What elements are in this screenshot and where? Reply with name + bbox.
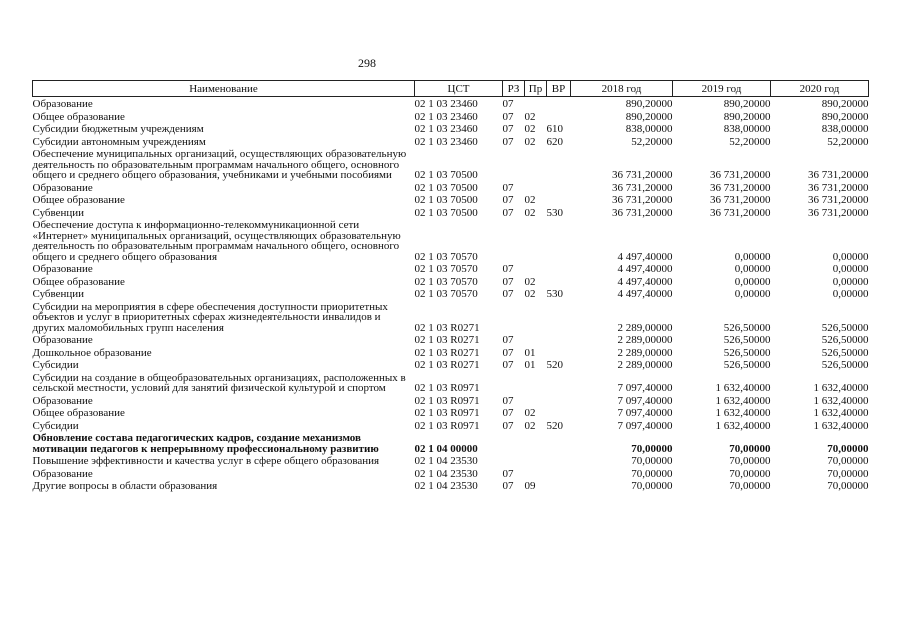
row-2020-cell: 526,50000: [821, 359, 869, 371]
row-2020-cell: 526,50000: [821, 321, 869, 334]
table-row: [33, 181, 869, 194]
row-2018-cell: 4 497,40000: [617, 250, 673, 263]
row-2020-cell: 1 632,40000: [813, 382, 869, 394]
row-2019-cell: 526,50000: [723, 359, 771, 371]
row-name-cell: Образование: [32, 98, 93, 110]
column-header-pr: Пр: [525, 81, 547, 97]
table-row: [33, 431, 869, 454]
column-header-cst: ЦСТ: [415, 81, 503, 97]
column-header-2018: 2018 год: [571, 81, 673, 97]
row-pr-cell: 02: [524, 206, 536, 219]
row-name-cell: Образование: [32, 263, 93, 275]
row-vr-cell: [547, 454, 571, 467]
table-row: [33, 454, 869, 467]
row-2019-cell: 1 632,40000: [715, 407, 771, 419]
row-name-cell: Образование: [32, 334, 93, 346]
row-rz-cell: 07: [502, 480, 514, 492]
row-2019-cell: 0,00000: [734, 275, 771, 288]
row-vr-cell: [547, 346, 571, 359]
row-cst-cell: 02 1 03 70570: [414, 250, 478, 263]
row-name-cell: Образование: [32, 467, 93, 480]
page-number: 298: [358, 56, 376, 70]
row-name-cell: Общее образование: [32, 275, 125, 288]
table-row: [33, 406, 869, 419]
row-cst-cell: 02 1 03 70570: [414, 263, 478, 275]
row-2019-cell: 0,00000: [734, 263, 771, 275]
row-2018-cell: 7 097,40000: [617, 407, 673, 419]
row-name-cell: Субсидии: [32, 419, 79, 432]
row-2018-cell: 36 731,20000: [612, 169, 673, 181]
row-pr-cell: [525, 262, 547, 275]
row-vr-cell: [547, 333, 571, 346]
table-row: [33, 97, 869, 110]
table-row: [33, 218, 869, 262]
row-2018-cell: 70,00000: [631, 442, 673, 455]
table-header-row: [33, 81, 869, 97]
row-2019-cell: 52,20000: [729, 135, 771, 148]
row-2019-cell: 36 731,20000: [710, 169, 771, 181]
row-name-cell: Общее образование: [32, 194, 125, 206]
row-rz-cell: 07: [502, 288, 514, 300]
row-2020-cell: 1 632,40000: [813, 407, 869, 419]
row-2020-cell: 1 632,40000: [813, 394, 869, 407]
row-name-cell: Обновление состава педагогических кадров, создание механизмов мотивации педагогов к непрерывному профессиональному развитию: [32, 432, 379, 455]
row-vr-cell: [547, 147, 571, 181]
row-rz-cell: 07: [502, 135, 514, 148]
row-2018-cell: 70,00000: [631, 455, 673, 467]
row-2020-cell: 70,00000: [827, 480, 869, 492]
row-vr-cell: 530: [546, 206, 563, 219]
row-2020-cell: 36 731,20000: [808, 169, 869, 181]
row-2020-cell: 0,00000: [832, 288, 869, 300]
row-2018-cell: 36 731,20000: [612, 194, 673, 206]
row-2018-cell: 4 497,40000: [617, 288, 673, 300]
row-name-cell: Субсидии на мероприятия в сфере обеспечения доступности приоритетных объектов и услуг в приоритетных сферах жизнедеятельности инвалидов и других маломобильных групп населения: [32, 300, 388, 334]
row-name-cell: Субсидии на создание в общеобразовательных организациях, расположенных в сельской местности, условий для занятий физической культурой и спортом: [32, 371, 406, 394]
row-name-cell: Образование: [32, 181, 93, 194]
row-cst-cell: 02 1 03 R0971: [414, 419, 480, 432]
row-cst-cell: 02 1 03 R0271: [414, 346, 480, 359]
row-2020-cell: 52,20000: [827, 135, 869, 148]
row-2019-cell: 526,50000: [723, 321, 771, 334]
row-2018-cell: 4 497,40000: [617, 275, 673, 288]
row-vr-cell: [547, 431, 571, 454]
row-pr-cell: 02: [524, 407, 536, 419]
row-2019-cell: 36 731,20000: [710, 194, 771, 206]
row-2018-cell: 36 731,20000: [612, 206, 673, 219]
row-2019-cell: 70,00000: [729, 480, 771, 492]
row-pr-cell: [525, 394, 547, 407]
row-name-cell: Обеспечение муниципальных организаций, осуществляющих образовательную деятельность по образовательным программам начального общего, основного общего и среднего общего образования, учебниками и учебными пособиями: [32, 148, 407, 181]
row-rz-cell: 07: [502, 394, 514, 407]
row-vr-cell: 610: [546, 123, 563, 135]
row-vr-cell: [547, 218, 571, 262]
row-2020-cell: 70,00000: [827, 455, 869, 467]
table-row: [33, 394, 869, 407]
table-row: [33, 371, 869, 394]
row-rz-cell: 07: [502, 110, 514, 123]
row-2018-cell: 890,20000: [625, 110, 673, 123]
row-name-cell: Субсидии: [32, 359, 79, 371]
row-2019-cell: 70,00000: [729, 455, 771, 467]
row-2020-cell: 36 731,20000: [808, 181, 869, 194]
row-rz-cell: 07: [502, 334, 514, 346]
row-pr-cell: 02: [524, 419, 536, 432]
row-2019-cell: 838,00000: [723, 123, 771, 135]
row-cst-cell: 02 1 03 23460: [414, 135, 478, 148]
row-2020-cell: 526,50000: [821, 334, 869, 346]
row-2020-cell: 0,00000: [832, 263, 869, 275]
row-pr-cell: [525, 371, 547, 394]
row-2019-cell: 0,00000: [734, 250, 771, 263]
row-cst-cell: 02 1 03 70500: [414, 169, 478, 181]
row-pr-cell: [525, 333, 547, 346]
table-row: [33, 135, 869, 148]
row-cst-cell: 02 1 04 23530: [414, 480, 478, 492]
row-2019-cell: 0,00000: [734, 288, 771, 300]
table-row: [33, 262, 869, 275]
row-2020-cell: 526,50000: [821, 346, 869, 359]
row-vr-cell: 530: [546, 288, 563, 300]
row-vr-cell: [547, 467, 571, 480]
row-2019-cell: 526,50000: [723, 346, 771, 359]
row-pr-cell: [525, 181, 547, 194]
row-rz-cell: 07: [502, 359, 514, 371]
row-rz-cell: 07: [502, 407, 514, 419]
row-vr-cell: [547, 275, 571, 288]
row-2020-cell: 890,20000: [821, 110, 869, 123]
row-2018-cell: 2 289,00000: [617, 334, 673, 346]
row-rz-cell: 07: [502, 419, 514, 432]
row-rz-cell: 07: [502, 346, 514, 359]
row-vr-cell: [547, 394, 571, 407]
row-rz-cell: 07: [502, 194, 514, 206]
table-row: [33, 287, 869, 300]
table-row: [33, 110, 869, 123]
row-name-cell: Общее образование: [32, 407, 125, 419]
budget-table: [32, 80, 869, 492]
row-2018-cell: 7 097,40000: [617, 394, 673, 407]
table-row: [33, 122, 869, 135]
row-2019-cell: 526,50000: [723, 334, 771, 346]
row-pr-cell: 01: [524, 359, 536, 371]
row-2020-cell: 36 731,20000: [808, 194, 869, 206]
row-2020-cell: 70,00000: [827, 442, 869, 455]
row-pr-cell: 02: [524, 194, 536, 206]
row-name-cell: Дошкольное образование: [32, 346, 152, 359]
row-vr-cell: [547, 479, 571, 492]
row-2018-cell: 890,20000: [625, 98, 673, 110]
column-header-vr: ВР: [547, 81, 571, 97]
row-cst-cell: 02 1 04 23530: [414, 455, 478, 467]
row-rz-cell: 07: [502, 98, 514, 110]
row-2018-cell: 2 289,00000: [617, 359, 673, 371]
row-name-cell: Субвенции: [32, 288, 85, 300]
row-2020-cell: 838,00000: [821, 123, 869, 135]
row-2020-cell: 890,20000: [821, 98, 869, 110]
row-rz-cell: 07: [502, 123, 514, 135]
row-vr-cell: 520: [546, 419, 563, 432]
row-cst-cell: 02 1 03 70500: [414, 206, 478, 219]
row-2019-cell: 1 632,40000: [715, 419, 771, 432]
row-pr-cell: [525, 431, 547, 454]
table-row: [33, 333, 869, 346]
row-2018-cell: 2 289,00000: [617, 346, 673, 359]
row-cst-cell: 02 1 03 R0271: [414, 334, 480, 346]
row-2018-cell: 4 497,40000: [617, 263, 673, 275]
row-rz-cell: [503, 300, 525, 334]
row-rz-cell: [503, 147, 525, 181]
row-2020-cell: 70,00000: [827, 467, 869, 480]
row-vr-cell: [547, 262, 571, 275]
row-pr-cell: 01: [524, 346, 536, 359]
row-rz-cell: [503, 371, 525, 394]
row-rz-cell: [503, 431, 525, 454]
row-name-cell: Обеспечение доступа к информационно-телекоммуникационной сети «Интернет» муниципальных организаций, осуществляющих образовательную деятельность по образовательным программам начального общего, основного общего и среднего общего образования: [32, 219, 401, 263]
table-row: [33, 193, 869, 206]
row-2020-cell: 1 632,40000: [813, 419, 869, 432]
row-rz-cell: [503, 454, 525, 467]
table-row: [33, 275, 869, 288]
row-cst-cell: 02 1 03 R0271: [414, 321, 480, 334]
row-vr-cell: [547, 371, 571, 394]
row-2018-cell: 838,00000: [625, 123, 673, 135]
row-2018-cell: 36 731,20000: [612, 181, 673, 194]
row-cst-cell: 02 1 03 R0971: [414, 394, 480, 407]
row-cst-cell: 02 1 03 R0971: [414, 407, 480, 419]
row-name-cell: Субсидии автономным учреждениям: [32, 135, 206, 148]
column-header-rz: РЗ: [503, 81, 525, 97]
row-2019-cell: 70,00000: [729, 442, 771, 455]
row-2018-cell: 52,20000: [631, 135, 673, 148]
row-name-cell: Субвенции: [32, 206, 85, 219]
row-pr-cell: [525, 147, 547, 181]
table-row: [33, 300, 869, 334]
row-2019-cell: 890,20000: [723, 110, 771, 123]
row-2019-cell: 1 632,40000: [715, 394, 771, 407]
row-vr-cell: [547, 97, 571, 110]
row-2019-cell: 36 731,20000: [710, 181, 771, 194]
row-2019-cell: 1 632,40000: [715, 382, 771, 394]
row-cst-cell: 02 1 03 23460: [414, 98, 478, 110]
row-2020-cell: 0,00000: [832, 250, 869, 263]
row-vr-cell: [547, 193, 571, 206]
column-header-name: Наименование: [33, 81, 415, 97]
row-name-cell: Образование: [32, 394, 93, 407]
row-pr-cell: [525, 300, 547, 334]
row-rz-cell: [503, 218, 525, 262]
row-cst-cell: 02 1 03 23460: [414, 110, 478, 123]
row-pr-cell: 02: [524, 110, 536, 123]
table-row: [33, 467, 869, 480]
table-body: [33, 97, 869, 492]
row-pr-cell: 02: [524, 288, 536, 300]
row-vr-cell: 520: [546, 359, 563, 371]
row-cst-cell: 02 1 03 R0971: [414, 382, 480, 394]
row-pr-cell: 02: [524, 135, 536, 148]
row-2020-cell: 0,00000: [832, 275, 869, 288]
row-2018-cell: 7 097,40000: [617, 382, 673, 394]
row-pr-cell: [525, 467, 547, 480]
row-cst-cell: 02 1 04 23530: [414, 467, 478, 480]
row-rz-cell: 07: [502, 467, 514, 480]
table-row: [33, 346, 869, 359]
table-row: [33, 358, 869, 371]
row-pr-cell: [525, 454, 547, 467]
row-vr-cell: [547, 300, 571, 334]
row-cst-cell: 02 1 03 23460: [414, 123, 478, 135]
row-name-cell: Общее образование: [32, 110, 125, 123]
row-2019-cell: 36 731,20000: [710, 206, 771, 219]
row-pr-cell: 02: [524, 275, 536, 288]
row-cst-cell: 02 1 04 00000: [414, 442, 478, 455]
row-rz-cell: 07: [502, 263, 514, 275]
row-cst-cell: 02 1 03 70570: [414, 275, 478, 288]
row-vr-cell: [547, 181, 571, 194]
row-pr-cell: [525, 97, 547, 110]
table-row: [33, 419, 869, 432]
row-rz-cell: 07: [502, 275, 514, 288]
row-vr-cell: [547, 406, 571, 419]
row-cst-cell: 02 1 03 70500: [414, 181, 478, 194]
row-cst-cell: 02 1 03 R0271: [414, 359, 480, 371]
row-pr-cell: 02: [524, 123, 536, 135]
row-2018-cell: 2 289,00000: [617, 321, 673, 334]
row-pr-cell: 09: [524, 480, 536, 492]
row-2019-cell: 70,00000: [729, 467, 771, 480]
row-2018-cell: 70,00000: [631, 480, 673, 492]
column-header-2020: 2020 год: [771, 81, 869, 97]
row-cst-cell: 02 1 03 70500: [414, 194, 478, 206]
row-2018-cell: 70,00000: [631, 467, 673, 480]
table-row: [33, 206, 869, 219]
table-row: [33, 479, 869, 492]
row-2020-cell: 36 731,20000: [808, 206, 869, 219]
row-2018-cell: 7 097,40000: [617, 419, 673, 432]
row-name-cell: Повышение эффективности и качества услуг в сфере общего образования: [32, 455, 380, 467]
row-name-cell: Другие вопросы в области образования: [32, 480, 218, 492]
row-name-cell: Субсидии бюджетным учреждениям: [32, 123, 204, 135]
row-cst-cell: 02 1 03 70570: [414, 288, 478, 300]
row-vr-cell: 620: [546, 135, 563, 148]
row-rz-cell: 07: [502, 206, 514, 219]
row-vr-cell: [547, 110, 571, 123]
row-rz-cell: 07: [502, 181, 514, 194]
row-2019-cell: 890,20000: [723, 98, 771, 110]
table-row: [33, 147, 869, 181]
row-pr-cell: [525, 218, 547, 262]
column-header-2019: 2019 год: [673, 81, 771, 97]
